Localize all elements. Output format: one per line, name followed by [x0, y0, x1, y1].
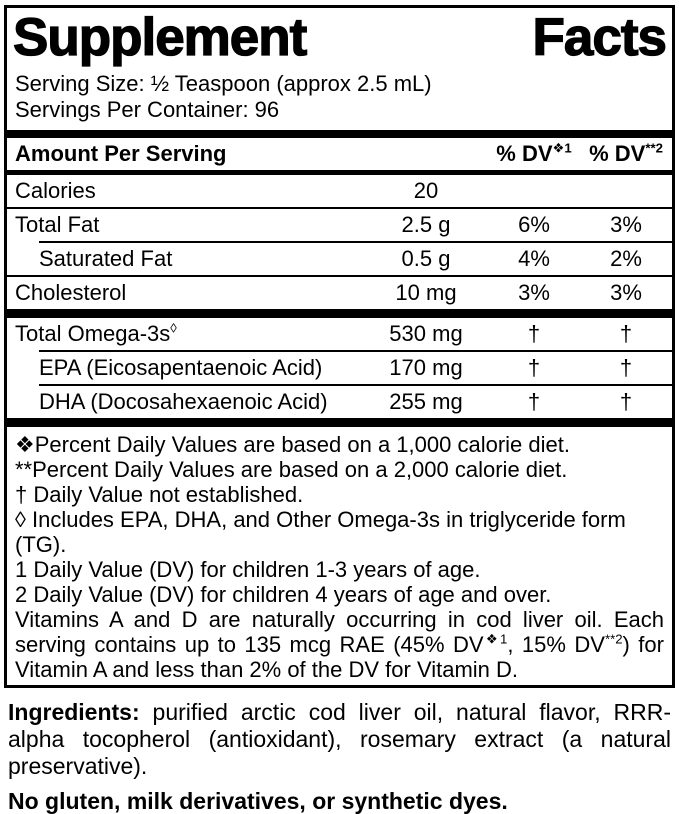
- header-dv2: [580, 141, 672, 167]
- header-dv1-label: % DV: [496, 141, 553, 167]
- nutrient-dv2: †: [619, 355, 633, 381]
- nutrient-name: [7, 280, 364, 306]
- nutrient-dv2: 3%: [610, 280, 642, 306]
- footnote-dv-not-established: † Daily Value not established.: [15, 482, 304, 508]
- nutrient-dv1: 6%: [518, 212, 550, 238]
- nutrient-dv2: †: [619, 321, 633, 347]
- nutrient-dv1: †: [527, 355, 541, 381]
- nutrient-dv2: 2%: [610, 246, 642, 272]
- nutrient-amount: 255 mg: [389, 389, 463, 415]
- supplement-facts-panel: [4, 5, 675, 688]
- nutrient-superscript: ◊: [170, 320, 177, 336]
- ingredients-paragraph: [8, 699, 671, 780]
- allergen-statement: No gluten, milk derivatives, or synthetic dyes.: [8, 788, 508, 814]
- nutrient-amount: 0.5 g: [401, 246, 451, 272]
- nutrient-name: [7, 212, 364, 238]
- table-row-cholesterol: [7, 277, 672, 309]
- nutrient-name: [7, 178, 364, 204]
- vitamins-note: [15, 607, 664, 682]
- nutrient-dv1: 3%: [518, 280, 550, 306]
- ingredients-label: Ingredients:: [8, 699, 140, 726]
- table-row-dha: [7, 386, 672, 418]
- table-row-total-fat: [7, 209, 672, 241]
- header-dv1-superscript: ❖1: [552, 140, 572, 156]
- header-amount-per-serving: Amount Per Serving: [15, 141, 227, 167]
- divider-bar-bottom: [7, 418, 672, 427]
- table-row-epa: [7, 352, 672, 384]
- nutrient-name: [7, 389, 364, 415]
- divider-bar-top: [7, 130, 672, 138]
- vitamins-note-superscript-2: **2: [604, 631, 623, 647]
- table-row-calories: [7, 175, 672, 207]
- nutrient-amount: 2.5 g: [401, 212, 451, 238]
- panel-title-word-left: Supplement: [13, 8, 307, 67]
- nutrient-name: [7, 355, 364, 381]
- footnote-2000-calorie: **Percent Daily Values are based on a 2,000 calorie diet.: [15, 457, 568, 483]
- table-row-total-omega3s: [7, 318, 672, 350]
- footnote-dv-children-1-3: 1 Daily Value (DV) for children 1-3 years of age.: [15, 557, 481, 583]
- footnote-1000-calorie: ❖Percent Daily Values are based on a 1,000 calorie diet.: [15, 432, 570, 458]
- vitamins-note-superscript-1: ❖1: [483, 631, 508, 647]
- nutrient-label: Calories: [15, 178, 96, 204]
- panel-title: [7, 8, 672, 69]
- nutrient-dv1: 4%: [518, 246, 550, 272]
- nutrient-amount: 170 mg: [389, 355, 463, 381]
- panel-title-word-right: Facts: [532, 8, 666, 67]
- nutrient-dv1: †: [527, 321, 541, 347]
- nutrient-name: [7, 246, 364, 272]
- header-dv2-superscript: **2: [645, 140, 663, 156]
- footnote-omega3-includes: ◊ Includes EPA, DHA, and Other Omega-3s in triglyceride form (TG).: [15, 507, 626, 558]
- nutrient-name: [7, 321, 364, 347]
- vitamins-note-text: Vitamins A and D are naturally occurring in cod liver oil. Each serving contains up to 135 mcg RAE (45% DV: [15, 607, 664, 658]
- vitamins-note-text: ) for Vitamin A and less than 2% of the DV for Vitamin D.: [15, 632, 664, 683]
- nutrient-label: Saturated Fat: [39, 246, 173, 272]
- table-row-saturated-fat: [7, 243, 672, 275]
- nutrient-dv2: †: [619, 389, 633, 415]
- header-dv1: [488, 141, 580, 167]
- serving-size-line: Serving Size: ½ Teaspoon (approx 2.5 mL): [15, 71, 432, 97]
- serving-info: [7, 69, 672, 130]
- nutrient-dv2: 3%: [610, 212, 642, 238]
- nutrient-amount: 20: [413, 178, 439, 204]
- ingredients-text: purified arctic cod liver oil, natural flavor, RRR-alpha tocopherol (antioxidant), rosemary extract (a natural preservative).: [8, 699, 672, 780]
- nutrient-amount: 530 mg: [389, 321, 463, 347]
- servings-per-container-line: Servings Per Container: 96: [15, 97, 280, 123]
- table-header-row: [7, 138, 672, 170]
- nutrient-label: Cholesterol: [15, 280, 127, 306]
- divider-bar-mid: [7, 309, 672, 318]
- nutrient-label: EPA (Eicosapentaenoic Acid): [39, 355, 323, 381]
- nutrient-amount: 10 mg: [395, 280, 457, 306]
- nutrient-dv1: †: [527, 389, 541, 415]
- vitamins-note-text: , 15% DV: [507, 632, 605, 658]
- nutrient-label: Total Fat: [15, 212, 100, 238]
- nutrient-label: Total Omega-3s: [15, 321, 171, 347]
- header-dv2-label: % DV: [589, 141, 646, 167]
- footnote-dv-children-4-over: 2 Daily Value (DV) for children 4 years of age and over.: [15, 582, 552, 608]
- footnotes: [7, 427, 672, 685]
- nutrient-label: DHA (Docosahexaenoic Acid): [39, 389, 328, 415]
